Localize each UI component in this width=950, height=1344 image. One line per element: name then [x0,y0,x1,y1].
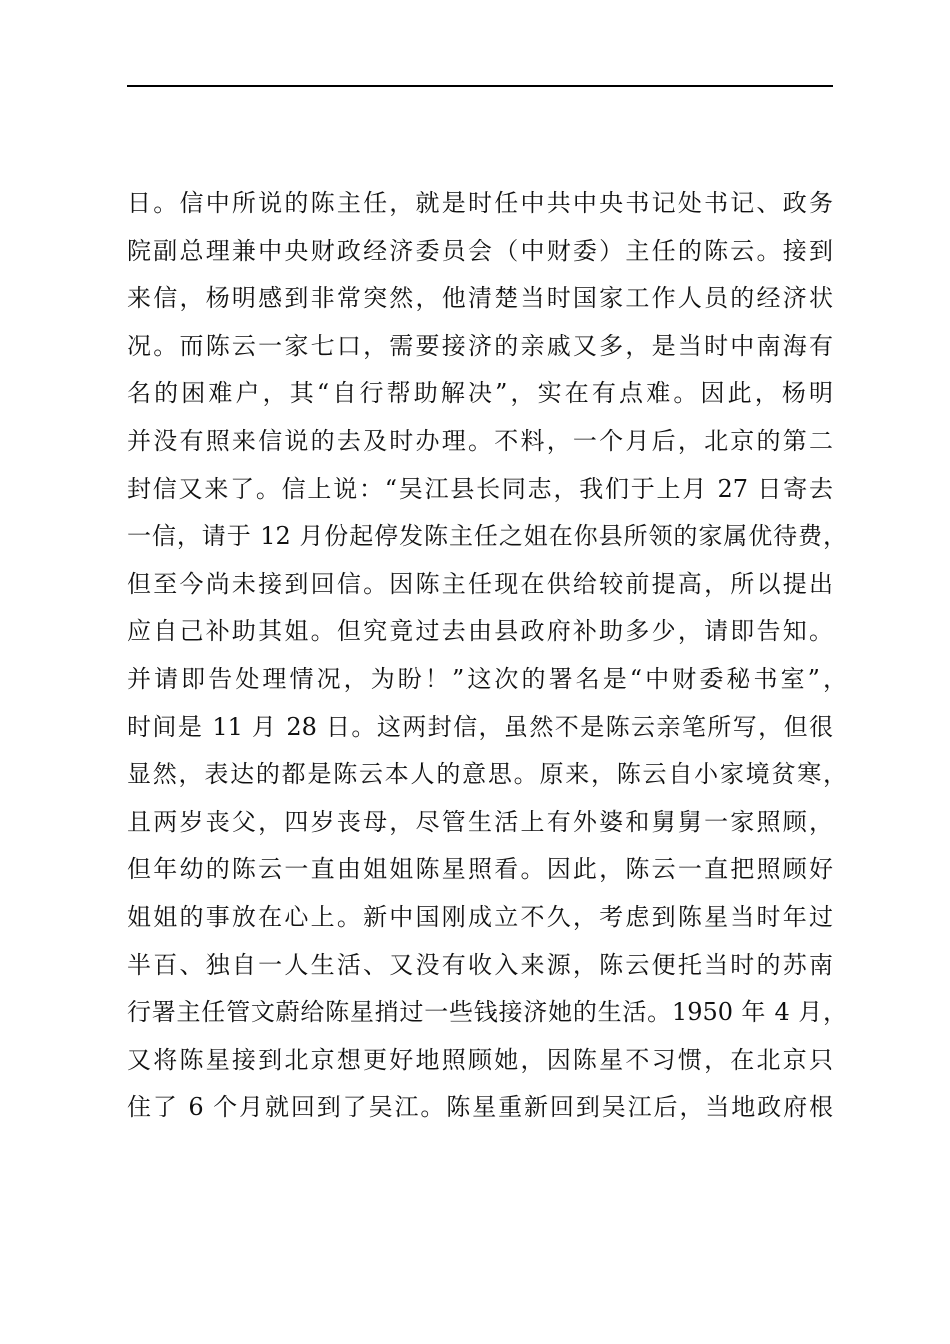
text-line: 显然，表达的都是陈云本人的意思。原来，陈云自小家境贫寒， [127,760,847,789]
text-line: 一信，请于 12 月份起停发陈主任之姐在你县所领的家属优待费， [127,522,847,551]
header-rule [127,85,833,87]
text-line: 并请即告处理情况，为盼！”这次的署名是“中财委秘书室”， [127,664,847,693]
text-line: 况。而陈云一家七口，需要接济的亲戚又多，是当时中南海有 [127,331,833,360]
text-line: 姐姐的事放在心上。新中国刚成立不久，考虑到陈星当时年过 [127,902,833,931]
text-line: 但至今尚未接到回信。因陈主任现在供给较前提高，所以提出 [127,569,833,598]
text-line: 并没有照来信说的去及时办理。不料，一个月后，北京的第二 [127,426,833,455]
text-line: 封信又来了。信上说：“吴江县长同志，我们于上月 27 日寄去 [127,474,833,503]
text-line: 住了 6 个月就回到了吴江。陈星重新回到吴江后，当地政府根 [127,1093,833,1122]
text-line: 来信，杨明感到非常突然，他清楚当时国家工作人员的经济状 [127,284,833,313]
text-line: 院副总理兼中央财政经济委员会（中财委）主任的陈云。接到 [127,236,833,265]
text-line: 但年幼的陈云一直由姐姐陈星照看。因此，陈云一直把照顾好 [127,855,833,884]
text-line: 行署主任管文蔚给陈星捎过一些钱接济她的生活。1950 年 4 月， [127,998,847,1027]
text-line: 半百、独自一人生活、又没有收入来源，陈云便托当时的苏南 [127,950,833,979]
text-line: 且两岁丧父，四岁丧母，尽管生活上有外婆和舅舅一家照顾， [127,807,833,836]
text-line: 日。信中所说的陈主任，就是时任中共中央书记处书记、政务 [127,189,833,217]
text-line: 名的困难户，其“自行帮助解决”，实在有点难。因此，杨明 [127,379,833,408]
body-text [127,180,847,1132]
text-line: 应自己补助其姐。但究竟过去由县政府补助多少，请即告知。 [127,617,833,646]
text-line: 又将陈星接到北京想更好地照顾她，因陈星不习惯，在北京只 [127,1045,833,1074]
text-line: 时间是 11 月 28 日。这两封信，虽然不是陈云亲笔所写，但很 [127,712,833,741]
